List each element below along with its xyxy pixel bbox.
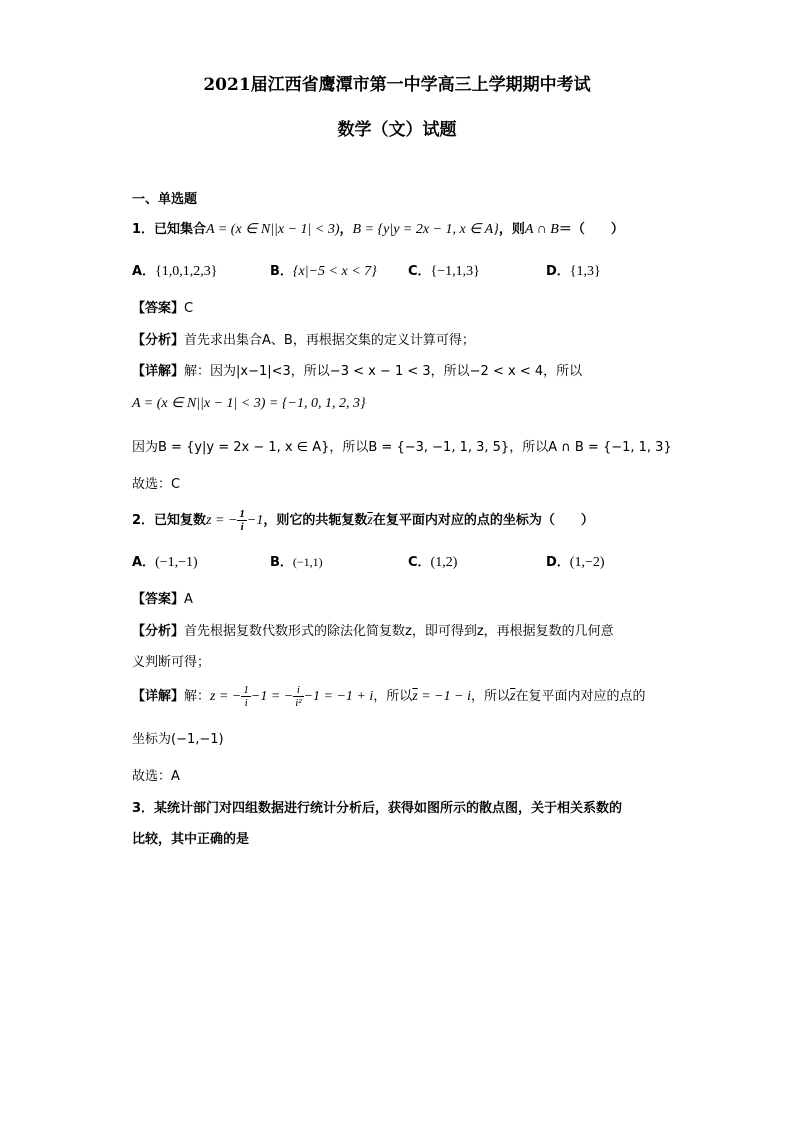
q1-detail-line-1	[132, 360, 582, 379]
page-subtitle: 数学（文）试题	[337, 120, 457, 140]
detail-tag: 【详解】	[132, 364, 185, 379]
analysis-tag: 【分析】	[132, 624, 185, 639]
q2-lead: 2．已知复数	[132, 513, 207, 528]
detail-text: 解：因为|x−1|<3，所以−3 < x − 1 < 3，所以−2 < x < 4，所以	[184, 364, 583, 379]
detail-tag: 【详解】	[132, 689, 185, 704]
answer-value: C	[184, 301, 194, 316]
q2-analysis-line-2: 义判断可得；	[132, 655, 211, 670]
q2-detail-fraction-1: $\frac{1}{i}$	[243, 684, 249, 709]
q1-lead: 1．已知集合	[132, 222, 207, 237]
section-heading: 一、单选题	[132, 192, 198, 207]
q1-detail-line-3: 因为B = {y|y = 2x − 1, x ∈ A}，所以B = {−3, −1, 1, 3, 5}，所以A ∩ B = {−1, 1, 3}	[132, 440, 672, 455]
analysis-text: 首先根据复数代数形式的除法化简复数z，即可得到z，再根据复数的几何意	[184, 624, 614, 639]
q2-answer	[132, 588, 193, 607]
q2-option-c[interactable]: C．(1,2)	[408, 555, 458, 570]
q1-comma: ，	[339, 222, 353, 237]
q1-option-d[interactable]: D．{1,3}	[546, 264, 601, 279]
q1-option-c[interactable]: C．{−1,1,3}	[408, 264, 480, 279]
q1-then: ，则	[498, 222, 525, 237]
q1-tail: ＝（ ）	[558, 222, 624, 237]
q1-expr: A ∩ B	[524, 222, 559, 237]
question-3-stem-line-1: 3．某统计部门对四组数据进行统计分析后，获得如图所示的散点图，关于相关系数的	[132, 801, 623, 816]
q1-conclusion: 故选：C	[132, 477, 181, 492]
question-2-stem	[132, 508, 594, 533]
q1-option-b[interactable]: B．{x|−5 < x < 7}	[270, 264, 377, 279]
analysis-tag: 【分析】	[132, 333, 185, 348]
analysis-text: 首先求出集合A、B，再根据交集的定义计算可得；	[184, 333, 475, 348]
q2-detail-fraction-2: $\frac{i}{\text{i²}}$	[295, 684, 302, 709]
q2-option-b[interactable]: B．(−1,1)	[270, 555, 323, 570]
q2-mid: ，则它的共轭复数	[263, 513, 368, 528]
q2-option-a[interactable]: A．(−1,−1)	[132, 555, 198, 570]
answer-tag: 【答案】	[132, 592, 185, 607]
q2-detail-line-2: 坐标为(−1,−1)	[132, 732, 224, 747]
q2-fraction: $\frac{1}{i}$	[239, 508, 245, 533]
answer-value: A	[184, 592, 193, 607]
page-title: 2021届江西省鹰潭市第一中学高三上学期期中考试	[203, 75, 591, 95]
q1-answer	[132, 297, 193, 316]
q2-conclusion: 故选：A	[132, 769, 180, 784]
q2-z-rhs: −1	[246, 513, 264, 528]
q2-tail: 在复平面内对应的点的坐标为（ ）	[372, 513, 594, 528]
q2-z-lhs: z = −	[206, 513, 238, 528]
q2-detail-line-1: 【详解】解：z = − $\frac{1}{i}$ −1 = − $\frac{i}{\text{i²}}$ −1 = −1 + i，所以$\overline{z} = -1 - i$，所以$\overline{z}$在复平面内对应的点的	[132, 684, 646, 709]
q1-set-a: A = (x ∈ N||x − 1| < 3)	[206, 222, 340, 237]
q1-option-a[interactable]: A．{1,0,1,2,3}	[132, 264, 218, 279]
answer-tag: 【答案】	[132, 301, 185, 316]
q1-set-b: B = {y|y = 2x − 1, x ∈ A}	[352, 222, 499, 237]
q2-analysis-line-1	[132, 620, 614, 639]
q1-analysis	[132, 329, 475, 348]
question-3-stem-line-2: 比较，其中正确的是	[132, 832, 250, 847]
q1-detail-line-2: A = (x ∈ N||x − 1| < 3) = {−1, 0, 1, 2, 3}	[132, 396, 366, 411]
question-1-stem	[132, 218, 624, 238]
q2-zbar: $\overline{z}$	[367, 513, 373, 528]
q2-option-d[interactable]: D．(1,−2)	[546, 555, 605, 570]
